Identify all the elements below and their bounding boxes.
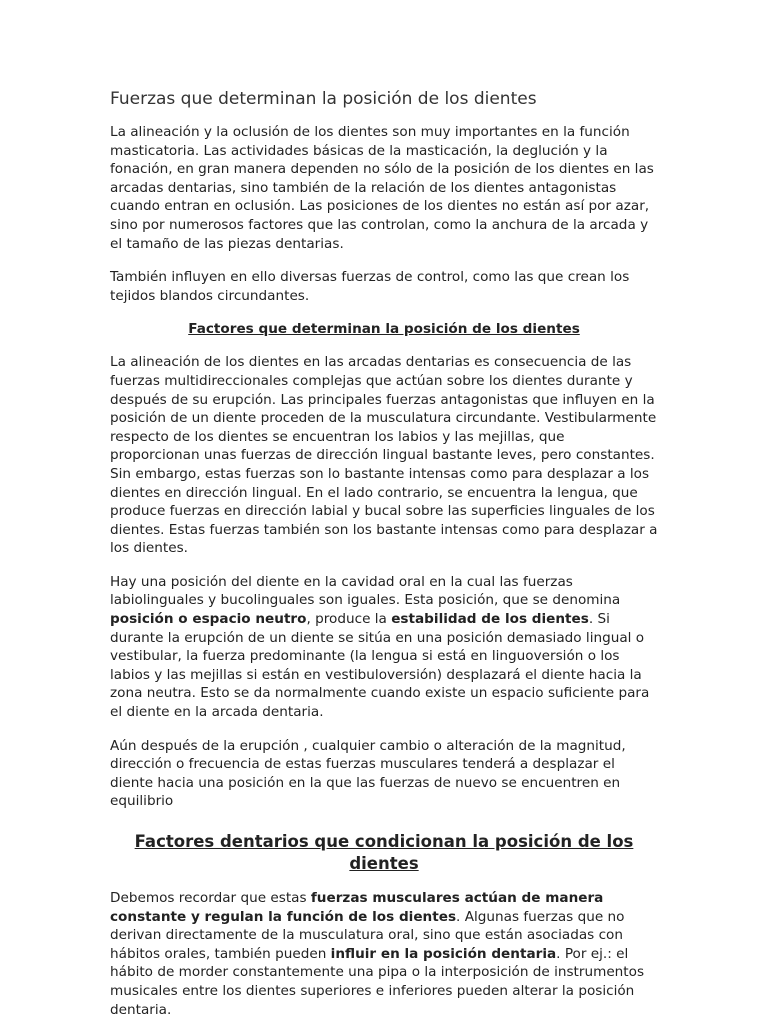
paragraph-intro: La alineación y la oclusión de los dientes son muy importantes en la función masticatoria. Las actividades básicas de la masticación, la deglución y la fonación, en gran manera dependen no sólo de la posición de los dientes en las arcadas dentarias, sino también de la relación de los dientes antagonistas cuando entran en oclusión. Las posiciones de los dientes no están así por azar, sino por numerosos factores que las controlan, como la anchura de la arcada y el tamaño de las piezas dentarias. (110, 124, 654, 252)
section-heading-dental-factors: Factores dentarios que condicionan la posición de los dientes (134, 832, 634, 873)
paragraph-control-forces: También influyen en ello diversas fuerzas de control, como las que crean los tejidos blandos circundantes. (110, 269, 630, 304)
paragraph-muscular-forces (110, 889, 658, 1019)
text-run: Hay una posición del diente en la cavidad oral en la cual las fuerzas labiolinguales y bucolinguales son iguales. Esta posición, que se denomina (110, 573, 621, 609)
text-run: Debemos recordar que estas (110, 890, 311, 906)
text-run: , produce la (306, 611, 392, 628)
paragraph-after-eruption: Aún después de la erupción , cualquier cambio o alteración de la magnitud, dirección o frecuencia de estas fuerzas musculares tenderá a desplazar el diente hacia una posición en la que las fuerzas de nuevo se encuentren en equilibrio (110, 737, 626, 810)
bold-text-muscular-forces: fuerzas musculares actúan de manera constante y regulan la función de los dientes (110, 890, 604, 925)
text-run: . Por ej.: el hábito de morder constantemente una pipa o la interposición de instrumentos musicales entre los dientes superiores e inferiores pueden alterar la posición dentaria. (110, 945, 645, 1018)
bold-text-dental-position: influir en la posición dentaria (330, 945, 557, 962)
bold-text-stability: estabilidad de los dientes (391, 611, 589, 628)
text-run: . Si durante la erupción de un diente se sitúa en una posición demasiado lingual o vestibular, la fuerza predominante (la lengua si está en linguoversión o los labios y las mejillas si están en vestibuloversión) desplazará el diente hacia la zona neutra. Esto se da normalmente cuando existe un espacio suficiente para el diente en la arcada dentaria. (110, 611, 650, 721)
document-title: Fuerzas que determinan la posición de los dientes (110, 89, 537, 109)
paragraph-neutral-position (110, 573, 658, 722)
bold-text-neutral-space: posición o espacio neutro (110, 611, 307, 628)
paragraph-alignment: La alineación de los dientes en las arcadas dentarias es consecuencia de las fuerzas multidireccionales complejas que actúan sobre los dientes durante y después de su erupción. Las principales fuerzas antagonistas que influyen en la posición de un diente proceden de la musculatura circundante. Vestibularmente respecto de los dientes se encuentran los labios y las mejillas, que proporcionan unas fuerzas de dirección lingual bastante leves, pero constantes. Sin embargo, estas fuerzas son lo bastante intensas como para desplazar a los dientes en dirección lingual. En el lado contrario, se encuentra la lengua, que produce fuerzas en dirección labial y bucal sobre las superficies linguales de los dientes. Estas fuerzas también son los bastante intensas como para desplazar a los dientes. (110, 354, 658, 557)
text-run: . Algunas fuerzas que no derivan directamente de la musculatura oral, sino que están asociadas con hábitos orales, también pueden (110, 908, 625, 962)
section-heading-factors: Factores que determinan la posición de los dientes (188, 321, 580, 338)
